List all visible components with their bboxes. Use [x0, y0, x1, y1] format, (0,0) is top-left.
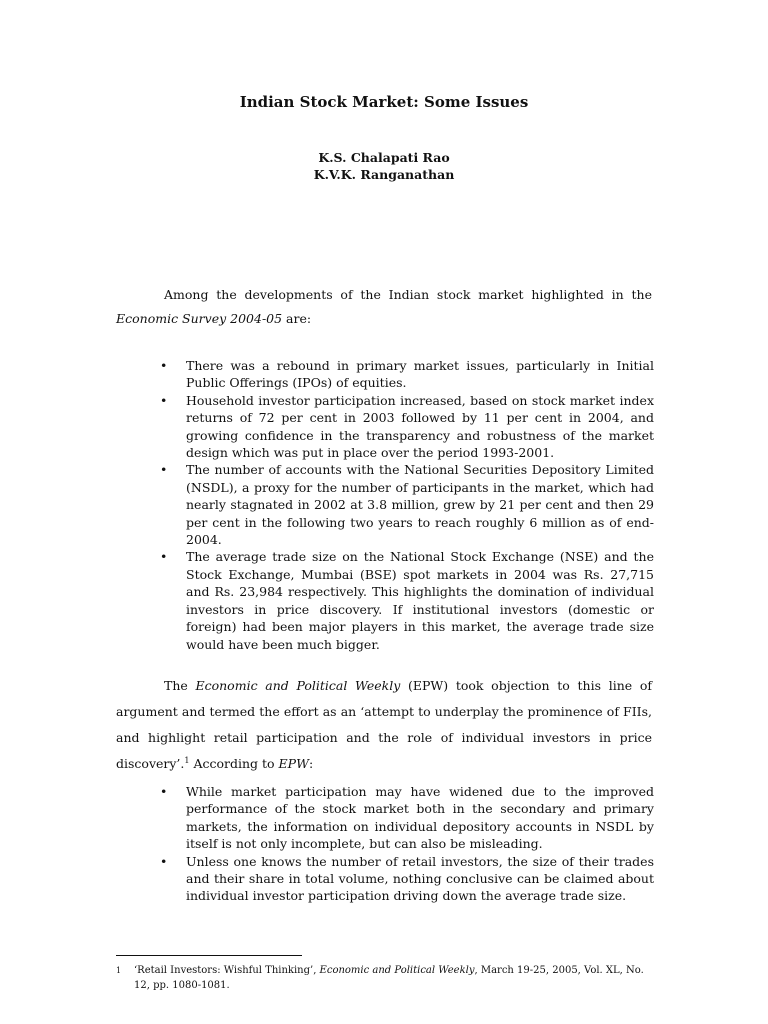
list-item: • The number of accounts with the National Securities Depository Limited (NSDL), a proxy for the number of participants in the market, which had nearly stagnated in 2002 at 3.8 million, grew by 21 per cent and then 29 per cent in the following two years to reach roughly 6 million as of end-2004. — [160, 461, 654, 548]
footnote-mark[interactable]: 1 — [184, 755, 190, 765]
intro-text-end: are: — [282, 311, 312, 326]
epw-abbrev: EPW — [278, 756, 309, 771]
list-item: • There was a rebound in primary market issues, particularly in Initial Public Offerings (IPOs) of equities. — [160, 357, 654, 392]
footnote-number: 1 — [116, 966, 122, 975]
footnote-journal: Economic and Political Weekly — [319, 965, 475, 976]
epw-text: According to — [189, 756, 279, 771]
intro-paragraph — [116, 283, 652, 331]
footnote-text-end: , March 19-25, 2005, Vol. XL, No. 12, pp. 1080-1081. — [134, 965, 644, 991]
page-title: Indian Stock Market: Some Issues — [239, 93, 529, 111]
epw-paragraph — [116, 673, 652, 777]
epw-text: The — [164, 678, 196, 693]
author-name: K.V.K. Ranganathan — [313, 167, 455, 182]
list-item: • The average trade size on the National Stock Exchange (NSE) and the Stock Exchange, Mumbai (BSE) spot markets in 2004 was Rs. 27,715 and Rs. 23,984 respectively. This highlights the domination of individual investors in price discovery. If institutional investors (domestic or foreign) had been major players in this market, the average trade size would have been much bigger. — [160, 548, 654, 652]
epw-text: (EPW) took objection to this line of argument and termed the effort as an ‘attempt to underplay the prominence of FIIs, and highlight retail participation and the role of individual investors in price discovery’. — [116, 678, 652, 771]
footnote — [116, 963, 656, 993]
list-item: • While market participation may have widened due to the improved performance of the stock market both in the secondary and primary markets, the information on individual depository accounts in NSDL by itself is not only incomplete, but can also be misleading. — [160, 783, 654, 853]
epw-text: : — [308, 756, 314, 771]
list-item: • Household investor participation increased, based on stock market index returns of 72 per cent in 2003 followed by 11 per cent in 2004, and growing confidence in the transparency and robustness of the market design which was put in place over the period 1993-2001. — [160, 392, 654, 462]
epw-points-list — [160, 783, 654, 905]
footnote-text: ‘Retail Investors: Wishful Thinking’, — [134, 965, 320, 976]
author-name: K.S. Chalapati Rao — [318, 150, 450, 165]
epw-journal-name: Economic and Political Weekly — [195, 678, 401, 693]
footnote-divider — [116, 955, 302, 956]
list-item: • Unless one knows the number of retail investors, the size of their trades and their share in total volume, nothing conclusive can be claimed about individual investor participation driving down the average trade size. — [160, 853, 654, 905]
intro-source: Economic Survey 2004-05 — [116, 311, 283, 326]
intro-text: Among the developments of the Indian stock market highlighted in the — [164, 287, 652, 302]
survey-points-list — [160, 357, 654, 653]
